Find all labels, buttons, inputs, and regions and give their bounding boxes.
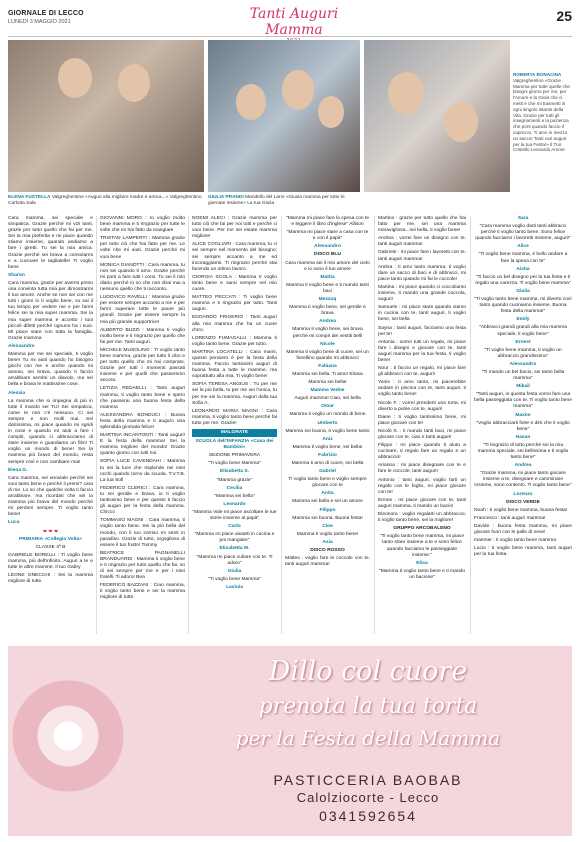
message-signature: Elisabetta S. (219, 469, 250, 475)
message-text: GIORGIA SCOLA : Mamma ti voglio tanto bene e sarai sempre nel mio cuore. (192, 274, 277, 293)
message-text: MICHELE MUSOLINO : Ti voglio tanto bene mamma, grazie per tutto il cibo e per tutto quello che mi hai comprato. Grazie per tutti i momenti passati insieme e per quelli che passeremo ancora. (100, 347, 185, 384)
message-text: Ambra : ti amo tanto mamma, ti voglio dare un sacco di baci e di abbracci, mi piace tanto quando mi fai le coccole! (378, 264, 466, 282)
message-text: Nour : ti faccio un regalo, mi piace fare gli abbracci con te, auguri! (378, 366, 466, 378)
message-signature: Asia (322, 539, 333, 545)
message-text: Mamma ti voglio tanto bene! (296, 531, 359, 537)
message-text: Samuele : mi piace stare quando siamo in cucina con te, tanti auguri, ti voglio bene, sei bella (378, 305, 466, 323)
message-signature: Hasan (515, 434, 531, 440)
message-signature: Fabrizio (318, 452, 337, 458)
message-text: "Ti voglio tanto bene mamma, mi piace tanto stare insieme a te e sono felice quando facciamo le passeggiate insieme." (379, 534, 465, 558)
message-text: La mamma che si impegna di più in tutte il mondo sei TU! Sei simpatica, come te non c'è nessuno. Ci sei sempre e non molli mai. Sei dolcissima, mi piace quando mi sgridi in cose e quando mi aiuti a fare i compiti, quando ci abbracciamo di stare insieme e guardiamo un film! Ti voglio un mondo di bene! Sei la mamma più bravo del mondo, resta sempre così e non cambiare mai! (8, 398, 93, 465)
message-signature: Ernest (515, 339, 531, 345)
newspaper-name: GIORNALE DI LECCO (8, 10, 84, 17)
message-signature: Andrea (319, 319, 336, 325)
section-brand (234, 6, 354, 44)
message-text: Mamma ti voglio bene di cuore, sei un fiorellino quando mi abbracci (286, 349, 369, 361)
message-text: Ti voglio tanto bene e voglio sempre giocare con te (288, 477, 367, 489)
message-signature: Lorenzo (513, 491, 533, 497)
message-signature: Maxim (515, 412, 531, 418)
message-text: MARTINA LOCATELLI : Cara mami, questo pensiero è per la festa della mamma. Faccio tantissimi auguri di buona festa a tutte le mamme, ma soprattutto alla mia. Ti voglio bene! (192, 349, 277, 380)
message-text: Arianna : mi piace disegnare con te e fare le coccole, tanti auguri! (378, 463, 466, 475)
section-heading: GRUPPO ARCOBALENO (393, 526, 451, 532)
ad-shop-name: PASTICCERIA BAOBAB (273, 772, 463, 788)
message-signature: Lavinia (226, 584, 243, 590)
message-text: Cara mamma, grazie per avermi preso una convinta tutta mia per dimostrarmi il tuo amore. Anche se non sei con me tutti i giorni io ti voglio bene, so sai il tuo tempo per vedere me e per farmi felice sei la mia super mamma. Sei la mia super mamma e accetto i tuoi piccoli difetti perché ognuno ha i suoi. Mi piace stare con tutta la famiglia. Grazie mamma (8, 280, 93, 341)
message-text: Yonis : ti amo tanto, mi piacerebbe andare in piscina con te, tanti auguri, ti voglio tanto bene! (378, 380, 466, 398)
photo-mother-daughter (8, 40, 204, 192)
message-text: Davide : buona festa mamma, mi piace giocare fuori con le palle di neve! (474, 523, 572, 536)
message-text: LORENZO FUMAGALLI : Mamma ti voglio tanto bene. Grazie per tutto. (192, 335, 277, 347)
message-signature: Filippo (319, 507, 336, 513)
column-4 (285, 216, 370, 570)
page-header (8, 6, 572, 37)
message-text: Mamma ti amo di cuore, sei bella (291, 461, 364, 466)
ad-address: Calolziocorte - Lecco (296, 790, 440, 805)
message-signature: Andrea (514, 463, 532, 469)
message-text: Mamma sei bella! (308, 380, 347, 386)
message-signature: Mattia (320, 274, 335, 280)
message-signature: Sharon (8, 272, 25, 278)
message-text: GIOVANNI MORO : Io voglio molto bene mamma e ti ringrazio per tutte le volte che mi hai fatto da mangiare (100, 216, 185, 234)
message-signature: Anita (321, 491, 334, 497)
message-text: Auguri mamma! Ciao, sei bella (294, 396, 361, 402)
message-text: Mamma sei bella. Ti amo! Eloisa (292, 371, 363, 377)
photo-caption-1: ELENA FUSTELLA Valgreghentino «Auguri alla migliore madre e amica...» Valgreghentino Carlotta Sala (8, 195, 202, 206)
message-text: Filippo : mi piace quando ti aiuto a cucinare, ti regalo fare un regalo e un abbraccio! (378, 443, 466, 461)
section-heading: MALGRATE (192, 429, 277, 437)
message-text: "Ti voglio bene Mamma" (208, 576, 261, 582)
message-text: "Ti voglio bene mamma, ti voglio un abbraccio grandissimo" (484, 347, 562, 359)
message-text: TOMMASO MAGNI : Cara mamma, ti voglio tanto bene. Sei la più bella del mondo, con il tuo sorriso mi senti in paradiso. Grazie di tutto, orgoglioso di essere il tuo frutto! Tommy (100, 518, 185, 548)
message-text: "Mamma mi piace fare la spesa con te e leggere il libro d'inglese" Allison (285, 216, 369, 228)
message-text: "Ti voglio bene mamma, è bello andare a fare la spesa con te" (478, 252, 568, 264)
message-signature: Giulia (227, 568, 242, 574)
message-text: "Mamma sei bella" (214, 493, 255, 499)
message-text: "Ti voglio tanto bene mamma, mi diverto così tanto quando cuciniamo insieme. Buona festa della mamma!" (474, 297, 572, 315)
message-signature: Omar (321, 404, 334, 410)
message-signature: Cloe (322, 523, 333, 529)
ad-occasion: per la Festa della Mamma (235, 726, 501, 750)
message-text: manmer : ti voglio tanto bene mamma (474, 538, 557, 544)
flower-image (8, 646, 158, 836)
message-signature: Mikail (516, 384, 530, 390)
message-text: "Ti ringrazio di tutto perché sei la mia mamma speciale, sei bellissima e ti voglio tanto bene" (477, 442, 569, 461)
column-3 (192, 216, 277, 593)
message-text: GABRIELE BORELLI : Ti voglio bene mamma, più dell'infinito. Auguri a te e tutte le altre mamme. Il tuo Gabry (8, 552, 93, 570)
section-heading: PRIMARIA «Collegio Volta» (18, 536, 83, 542)
message-text: Mamma sei buona. Buona festa! (292, 515, 363, 521)
message-signature: Carlo (228, 524, 241, 530)
column-2 (100, 216, 185, 604)
message-text: ALESSANDRA BONDUCI : Buona festa della mamma e ti auguro una splendida giornata felice! (100, 412, 185, 430)
advertisement (8, 646, 572, 836)
message-text: "Abbracci grandi grandi alla mia mamma speciale, ti voglio bene" (479, 325, 567, 337)
message-text: LEONARDO MARIA MAGNI : Cara mamma, ti voglio tanto bene perché fai tutto per me. Grazie! (192, 408, 277, 426)
message-signature: Alice (517, 244, 529, 250)
issue-date: LUNEDÌ 3 MAGGIO 2021 (8, 19, 71, 25)
message-text: FEDERICO CLERICI : Cara mamma, tu sei gentile e brava, io ti voglio tantissimo bene e per questo ti faccio gli auguri per la festa della mamma. Chicco (100, 485, 185, 516)
message-text: Lucio : ti voglio bene mamma, tanti auguri per la tua festa. (474, 546, 572, 558)
message-text: TRISTAN LAMPERTI : Mamma grazie per tutto ciò che hai fatto per me. Le volte che mi aiuti. Grazie perché mi vuoi bene (100, 236, 185, 260)
message-signature: Leonardo (223, 501, 246, 507)
message-text: "Mamma mi piace aiutarti in cucina e poi mangiare" (194, 532, 275, 544)
message-text: "Tanti auguri, in questa festa vorrei fare una bella passeggiata con te. Ti voglio tanto bene mamma" (474, 392, 572, 410)
message-signature: Elisabetta M. (219, 546, 250, 552)
message-text: "Mamma mi piace stare a casa con te e con il papà" (286, 230, 369, 242)
message-text: Diane : ti voglio tantissimo bene, mi piace giocare con te! (378, 414, 466, 426)
message-text: Gabriele : mi piace fare i lavoretti con te, tanti auguri mamma! (378, 250, 466, 262)
side-caption-text: Valgreghentino «Grazie Mamma per tutte quelle che bisogni giorno per me, per l'Amore e la Gioia che ci metti e che mi trasmetti in ogni singolo istante della Vita. Grazie per tutti gli insegnamenti e la pazienza che porti quando faccio il capriccio. Ti amo in mezzo un sacco! Tanti cari auguri per la tua Festa!» Il Tuo Cristello Leonardo Amore (513, 77, 570, 153)
message-text: MONICA GIANOTTI : Cara mamma, tu non sei quando ti amo. Grazie perché mi porti a fare tutti i corsi. Tu sei il mio diario perché io so che non dirai mai a nessuno quello che ti racconto. (100, 262, 185, 293)
message-signature: Elisa (416, 560, 428, 566)
message-text: Mamma per me sei speciale, ti voglio bene! Tu mi aiuti quando ho bisogno giochi con me e anche quando mi annoio, sei brava, quando ti faccio arrabbiare sembri un diavolo, ma sei bella e brava le mattissime cose. (8, 351, 93, 388)
message-signature: Luca (8, 520, 20, 526)
message-text: MARTINA INCANTONTI : Tanti auguri! E la festa della mamma! Sei la mamma migliore del mondo! Grazie quanto giorno con tutti noi. (100, 433, 185, 457)
message-text: Mamma sei buona, ti voglio bene tanto (285, 428, 370, 434)
column-5 (378, 216, 466, 583)
message-signature: Cecilia (226, 485, 243, 491)
message-text: Mamma ti voglio bene, sei bella! (292, 444, 363, 450)
message-signature: Mamma Vedne (310, 388, 345, 394)
section-heading: DISCO ROSSO (310, 548, 345, 554)
side-caption-name: ROBERTA BONACINA (513, 72, 562, 77)
column-1 (8, 216, 93, 587)
ad-phone: 0341592654 (319, 808, 417, 824)
message-text: FEDERICO BAZZANI : Ciao mamma, ti voglio tanto bene e sei la mamma migliore di tutte. (100, 583, 185, 601)
message-text: "Mamma ti voglio tanto bene e ti mando un bacione" (378, 568, 465, 580)
message-text: Antonia : sorrei tutti un regalo, mi piace fare i disegni e giocare con te, tanti auguri mamma per la tua festa, ti voglio bene! (378, 339, 466, 363)
message-text: Mamma ti voglio un mondo di bene (289, 412, 366, 418)
message-signature: Mezzuq (318, 297, 337, 303)
message-text: Matteo : voglio fare le coccole con te, tanti auguri mamma! (285, 556, 370, 568)
message-text: Noah : ti voglio bene mamma, buona festa! (474, 507, 568, 513)
photo-caption-2: GIULIA PRANDI Mandello del Lario «Giusia mamma per tutte le giornate insieme» La tua Giulia (208, 195, 345, 206)
photo-family-selfie (208, 40, 360, 192)
message-text: "Mamma Vale mi piace ascoltare le tue storie insieme al papà" (192, 509, 277, 522)
message-signature: Emily (516, 317, 530, 323)
page-number: 25 (556, 8, 572, 24)
message-text: LEONE GNECCHI : Sei la mamma migliore di tutte. (8, 573, 93, 585)
message-text: "Grazie mamma, mi piace tanto giocare insieme a te, disegnare e camminare insieme, sono contento. Ti voglio tanto bene" (474, 471, 572, 489)
message-text: "Ti voglio bene Mamma" (208, 461, 261, 467)
message-text: "Ti faccio un bel disegno per la tua festa e ti regalo una carezza. Ti voglio bene mamma" (475, 274, 571, 286)
message-text: "Cara mamma voglio darti tanti abbracci perché ti voglio tanto bene. Sono felice quando facciamo i lavoretti insieme, auguri!" (475, 224, 571, 242)
message-text: Mamma ti voglio bene, sei brava perché mi compri dei vestiti belli (292, 327, 363, 339)
message-signature: Alessandro (509, 361, 537, 367)
message-text: EDOARDO FRIGERIO : Tanti auguri alla mia mamma che ha un cuore d'oro. (192, 315, 277, 333)
message-signature: Alessandro (8, 343, 35, 349)
message-signature: Giulia (516, 288, 530, 294)
message-signature: Nicole (320, 341, 335, 347)
message-signature: Sara (517, 216, 529, 221)
message-text: Sayna : tanti auguri, facciamo una festa per te! (378, 325, 466, 337)
section-heading: DISCO VERDE (506, 499, 540, 505)
message-text: Martina : mi piace quando ci coccoliamo insieme, ti mando una grande coccola, auguri! (378, 284, 466, 303)
message-text: SOFIA LUCE CAVENDAHI : Mamma tu sei la luce che risplende nei miei occhi quando torno da scuola. T.V.T.B. La tua Sofi (100, 459, 185, 483)
message-signature: Fabiana (318, 363, 337, 369)
side-caption (513, 72, 571, 153)
section-heading: CLASSE 4ª B (35, 544, 66, 550)
message-text: "Ti mando un bel bacio, sei tanto bella mamma" (481, 369, 565, 382)
message-text: ALICE COGLIARI : Cara mamma, tu ci sei sempre nel momento del bisogno; sei sempre accanto a me ed incoraggiarmi. Ti ringrazio perché stai facendo un ottimo lavoro. (192, 242, 277, 272)
message-signature: Alessandro (314, 244, 341, 250)
message-signature: Alessia (8, 390, 26, 396)
message-text: Andrea : vorrei fare un disegno con te, tanti auguri mamma! (378, 236, 466, 248)
message-text: SOFIA TERESA ANGIUS : Tu per me sei la più bella, tu per me sei l'unica, tu per me sei la mamma. Auguri dalla tua Sofia A. (192, 382, 277, 406)
message-signature: Gabriel (319, 469, 336, 475)
message-text: NOEMI ALECI : Grazie mamma per tutto ciò che fai per noi tutti e perché ci vuoi bene. Per me sei estate mamma migliore! (192, 216, 277, 240)
message-text: Antonio : tanti auguri, voglio farti un regalo con le foglio, mi piace giocare con te! (378, 477, 466, 495)
message-text: BEATRICE PAGNANELLI BRANDUARDI : Mamma ti voglio bene e ti ringrazio per tutto quello che fai, so di sei sempre per me e per i miei fratelli. Ti adoro! Bea (100, 550, 185, 581)
message-text: Eleonora : voglio regalarti un abbraccio, ti voglio tanto bene, sei la migliore! (378, 512, 466, 524)
message-text: ALBERTO BUZZI : Mamma ti voglio molto bene e ti ringrazio per quello che fai per me. Tanti auguri. (100, 327, 185, 345)
message-signature: Aniz (322, 436, 333, 442)
message-text: Martino : grazie per tutto quello che hai fatto per me, sei una mamma meravigliosa...sei bella, ti voglio bene! (378, 216, 466, 234)
ad-headline: Dillo col cuore (268, 656, 468, 687)
message-text: LETIZIA REDAELLI : Tanti auguri mamma, ti voglio tanto bene e spero che passerai una buona festa della mamma (100, 386, 185, 410)
column-6 (474, 216, 572, 560)
message-text: Mamma ti voglio bene e ti mando tanti baci (286, 282, 369, 294)
photo-mother-child (364, 40, 510, 192)
message-text: Nicole F. : vorrei prenderti una torta, mi diverto a pulire con te, auguri! (378, 400, 466, 412)
section-heading: SEZIONE PRIMAVERA (208, 453, 261, 459)
message-text: Francesco : tanti auguri mamma! (474, 515, 546, 521)
message-text: Ermes : mi piace giocare con te, tanti auguri mamma, ti mando un bacio! (378, 497, 466, 509)
message-text: Nicolò S. : ti mando tanti baci, mi piace giocare con te, ciao e tanti auguri! (378, 428, 466, 440)
message-text: Cara mamma sei il mio amore del cielo e io sono il tuo amore (285, 260, 370, 272)
message-text: ❤ ❤ ❤ (42, 528, 59, 535)
section-heading: DISCO BLU (314, 252, 341, 258)
message-signature: Umberto (317, 420, 338, 426)
message-text: Mamma sei bella e sei un amore (292, 499, 363, 505)
message-text: "Voglio abbracciarti forte e dirti che ti voglio bene" (476, 420, 570, 432)
message-signature: Aisha (516, 266, 530, 272)
message-signature: Elena G. (8, 467, 28, 473)
message-text: Cara mamma, sei speciale e simpatica. Grazie perché mi vizi tanti, grazie per tutto quello che fai per me. Sei la mia preferita e mi piace quando stiamo insieme, quando andiamo a fare i giretti. Tu sei la mia amica. Grazie perché sei brava a consolarmi e a cucinare le tagliatelle! Ti voglio bene (8, 216, 93, 270)
ad-subline: prenota la tua torta (258, 694, 478, 719)
message-text: Cara mamma, sei unoviale perché sei vuoi tanto bene e perché il premi? cara di me. Lo so che qualche volta ti faccio arrabbiare, ma ricordati che sei la mamma più brava del mondo perché mi perdoni sempre. Ti voglio tanto bene! (8, 475, 93, 518)
message-text: "Mamma mi piace cullare con te. Ti adoro" (196, 554, 273, 566)
message-text: LUDOVICO RAVELLI : Mamma grazie per essere sempre accanto a me e per farmi superare tutte le paure più grandi. Grazie per essere sempre la mia più grande supportrice! (100, 295, 185, 325)
brand-title: Tanti Auguri Mamma (249, 6, 339, 38)
message-text: Mamma ti voglio bene, sei gentile e brava (289, 305, 366, 317)
message-text: "Mamma grazie" (216, 477, 253, 483)
message-text: MATTEO PECCATI : Ti voglio bene mamma e ti ringrazio per tutto. Tanti auguri. (192, 295, 277, 313)
section-heading: SCUOLA dell'INFANZIA «Casa dei Bambini» (195, 439, 274, 451)
